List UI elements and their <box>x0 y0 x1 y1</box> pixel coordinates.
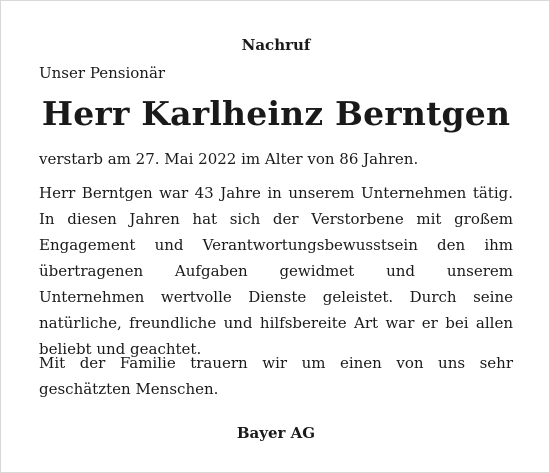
intro-line: Unser Pensionär <box>39 64 166 82</box>
deceased-name: Herr Karlheinz Berntgen <box>41 94 511 133</box>
notice-heading: Nachruf <box>241 36 311 54</box>
company-signature: Bayer AG <box>236 424 316 442</box>
tribute-paragraph: Herr Berntgen war 43 Jahre in unserem Unternehmen tätig. In diesen Jahren hat sich der Verstorbene mit großem Engagement und Verantwortungsbewusstsein den ihm übertragenen Aufgaben gewidmet und unserem Unternehmen wertvolle Dienste geleistet. Durch seine natürliche, freundliche und hilfsbereite Art war er bei allen beliebt und geachtet. <box>39 184 513 358</box>
date-of-death-line: verstarb am 27. Mai 2022 im Alter von 86 Jahren. <box>39 150 419 168</box>
condolence-paragraph: Mit der Familie trauern wir um einen von uns sehr geschätzten Menschen. <box>39 354 513 398</box>
